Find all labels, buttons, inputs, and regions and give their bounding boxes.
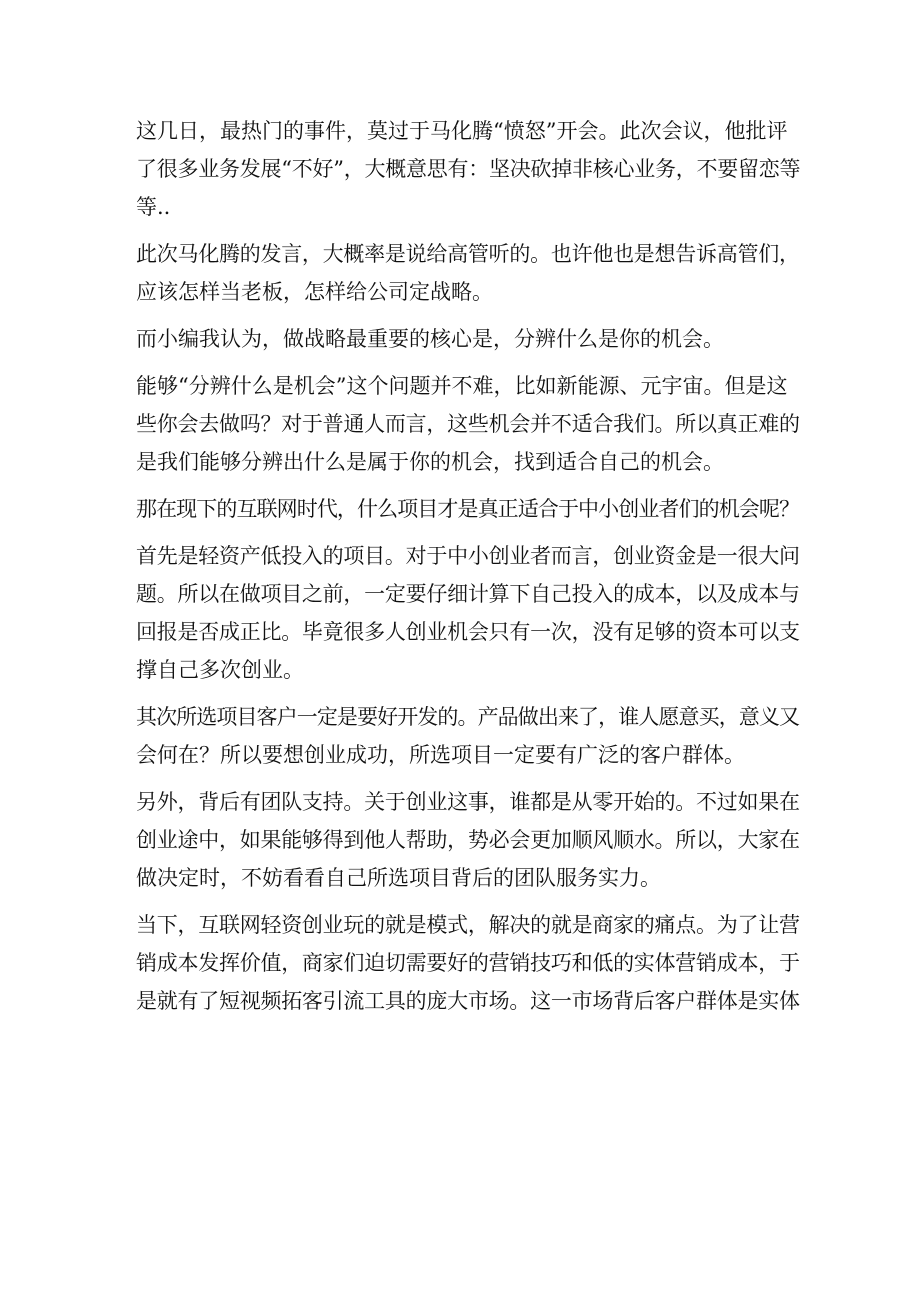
text-line: 而小编我认为，做战略最重要的核心是，分辨什么是你的机会。	[136, 327, 724, 351]
paragraph	[136, 235, 800, 311]
paragraph	[136, 906, 800, 1020]
text-line: 会何在？所以要想创业成功，所选项目一定要有广泛的客户群体。	[136, 743, 745, 767]
paragraph	[136, 698, 800, 774]
paragraph	[136, 320, 800, 358]
text-line: 创业途中，如果能够得到他人帮助，势必会更加顺风顺水。所以，大家在	[136, 828, 800, 852]
text-line: 其次所选项目客户一定是要好开发的。产品做出来了，谁人愿意买，意义又	[136, 705, 800, 729]
paragraph	[136, 490, 800, 528]
text-line: 另外，背后有团队支持。关于创业这事，谁都是从零开始的。不过如果在	[136, 790, 800, 814]
text-line: 撑自己多次创业。	[136, 658, 304, 682]
paragraph	[136, 112, 800, 226]
text-line: 回报是否成正比。毕竟很多人创业机会只有一次，没有足够的资本可以支	[136, 620, 800, 644]
text-line: 此次马化腾的发言，大概率是说给高管听的。也许他也是想告诉高管们，	[136, 242, 800, 266]
paragraph	[136, 537, 800, 689]
text-line: 题。所以在做项目之前，一定要仔细计算下自己投入的成本，以及成本与	[136, 582, 800, 606]
text-line: 是就有了短视频拓客引流工具的庞大市场。这一市场背后客户群体是实体	[136, 989, 800, 1013]
text-line: 首先是轻资产低投入的项目。对于中小创业者而言，创业资金是一很大问	[136, 544, 800, 568]
text-line: 能够“分辨什么是机会”这个问题并不难，比如新能源、元宇宙。但是这	[136, 374, 788, 398]
paragraph	[136, 367, 800, 481]
text-line: 做决定时，不妨看看自己所选项目背后的团队服务实力。	[136, 866, 661, 890]
text-line: 等..	[136, 195, 171, 219]
article-body	[136, 112, 800, 1029]
text-line: 那在现下的互联网时代，什么项目才是真正适合于中小创业者们的机会呢？	[136, 497, 800, 521]
text-line: 这几日，最热门的事件，莫过于马化腾“愤怒”开会。此次会议，他批评	[136, 119, 788, 143]
paragraph	[136, 783, 800, 897]
text-line: 当下，互联网轻资创业玩的就是模式，解决的就是商家的痛点。为了让营	[136, 913, 800, 937]
text-line: 些你会去做吗？对于普通人而言，这些机会并不适合我们。所以真正难的	[136, 412, 800, 436]
text-line: 销成本发挥价值，商家们迫切需要好的营销技巧和低的实体营销成本，于	[136, 951, 800, 975]
text-line: 了很多业务发展“不好”，大概意思有：坚决砍掉非核心业务，不要留恋等	[136, 157, 800, 181]
text-line: 应该怎样当老板，怎样给公司定战略。	[136, 280, 493, 304]
text-line: 是我们能够分辨出什么是属于你的机会，找到适合自己的机会。	[136, 450, 724, 474]
